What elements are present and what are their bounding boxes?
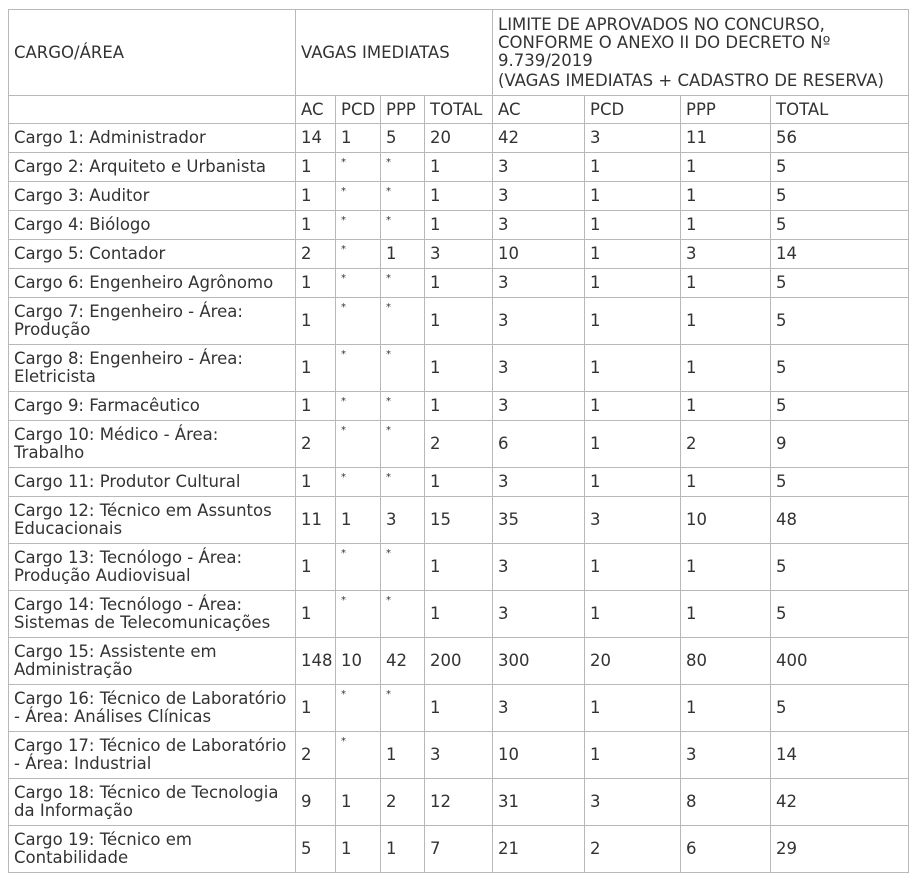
vi-ac-cell: 1 (296, 298, 336, 345)
lim-ac-cell: 3 (493, 182, 585, 211)
vi-ac-cell: 11 (296, 497, 336, 544)
lim-pcd-cell: 1 (585, 182, 681, 211)
table-row (9, 392, 909, 421)
lim-total-cell: 48 (771, 497, 909, 544)
vi-pcd-cell: * (336, 592, 381, 639)
lim-ppp-cell: 1 (681, 298, 771, 345)
vi-ppp-cell: 5 (381, 124, 425, 153)
vi-pcd-cell: * (336, 212, 381, 241)
cargo-cell: Cargo 1: Administrador (9, 124, 296, 153)
vi-pcd-cell: * (336, 346, 381, 393)
vi-total-cell: 1 (425, 392, 493, 421)
table-row (9, 497, 909, 544)
lim-ac-cell: 300 (493, 638, 585, 685)
vi-total-cell: 2 (425, 421, 493, 468)
table-row (9, 421, 909, 468)
limite-header-line3: 9.739/2019 (498, 51, 593, 70)
lim-ac-cell: 10 (493, 240, 585, 269)
vi-total-cell: 15 (425, 497, 493, 544)
lim-pcd-cell: 2 (585, 826, 681, 873)
lim-total-cell: 5 (771, 153, 909, 182)
vi-pcd-cell: * (336, 393, 381, 422)
cargo-area-header: CARGO/ÁREA (9, 10, 296, 96)
vi-total-cell: 7 (425, 826, 493, 873)
cargo-cell: Cargo 13: Tecnólogo - Área: Produção Audiovisual (9, 544, 296, 591)
subheader-lim-total: TOTAL (771, 96, 909, 124)
vi-ac-cell: 1 (296, 591, 336, 638)
lim-pcd-cell: 1 (585, 269, 681, 298)
vi-total-cell: 1 (425, 544, 493, 591)
lim-pcd-cell: 1 (585, 211, 681, 240)
vi-ppp-cell: * (381, 393, 425, 422)
vi-ac-cell: 148 (296, 638, 336, 685)
cargo-cell: Cargo 7: Engenheiro - Área: Produção (9, 298, 296, 345)
lim-ac-cell: 3 (493, 298, 585, 345)
lim-pcd-cell: 1 (585, 544, 681, 591)
lim-total-cell: 5 (771, 468, 909, 497)
cargo-cell: Cargo 16: Técnico de Laboratório - Área: Análises Clínicas (9, 685, 296, 732)
lim-ac-cell: 35 (493, 497, 585, 544)
vi-ppp-cell: * (381, 592, 425, 639)
lim-pcd-cell: 1 (585, 421, 681, 468)
vi-ac-cell: 1 (296, 269, 336, 298)
lim-pcd-cell: 3 (585, 779, 681, 826)
vi-pcd-cell: * (336, 154, 381, 183)
vi-pcd-cell: 1 (336, 124, 381, 153)
lim-pcd-cell: 1 (585, 685, 681, 732)
subheader-vi-ppp: PPP (381, 96, 425, 124)
lim-ppp-cell: 1 (681, 211, 771, 240)
lim-total-cell: 5 (771, 298, 909, 345)
lim-ppp-cell: 1 (681, 468, 771, 497)
limite-header-line4: (VAGAS IMEDIATAS + CADASTRO DE RESERVA) (498, 71, 884, 90)
cargo-cell: Cargo 8: Engenheiro - Área: Eletricista (9, 345, 296, 392)
table-row (9, 826, 909, 873)
lim-ac-cell: 6 (493, 421, 585, 468)
vi-ac-cell: 1 (296, 345, 336, 392)
lim-ac-cell: 10 (493, 732, 585, 779)
table-row (9, 779, 909, 826)
lim-ppp-cell: 80 (681, 638, 771, 685)
cargo-cell: Cargo 6: Engenheiro Agrônomo (9, 269, 296, 298)
vi-total-cell: 1 (425, 685, 493, 732)
subheader-vi-total: TOTAL (425, 96, 493, 124)
lim-pcd-cell: 1 (585, 345, 681, 392)
lim-ppp-cell: 2 (681, 421, 771, 468)
vi-ppp-cell: 3 (381, 497, 425, 544)
lim-total-cell: 14 (771, 240, 909, 269)
table-row (9, 124, 909, 153)
cargo-cell: Cargo 4: Biólogo (9, 211, 296, 240)
vagas-imediatas-header: VAGAS IMEDIATAS (296, 10, 493, 96)
vi-ac-cell: 2 (296, 421, 336, 468)
vi-total-cell: 1 (425, 345, 493, 392)
lim-ppp-cell: 1 (681, 345, 771, 392)
table-row (9, 591, 909, 638)
lim-ac-cell: 3 (493, 392, 585, 421)
table-row (9, 685, 909, 732)
lim-pcd-cell: 1 (585, 240, 681, 269)
vi-pcd-cell: * (336, 686, 381, 733)
lim-ac-cell: 3 (493, 468, 585, 497)
lim-total-cell: 5 (771, 591, 909, 638)
lim-ac-cell: 31 (493, 779, 585, 826)
vi-ppp-cell: 42 (381, 638, 425, 685)
lim-pcd-cell: 20 (585, 638, 681, 685)
vi-ppp-cell: * (381, 686, 425, 733)
table-row (9, 269, 909, 298)
lim-pcd-cell: 1 (585, 153, 681, 182)
vi-total-cell: 1 (425, 468, 493, 497)
vi-total-cell: 200 (425, 638, 493, 685)
vi-ac-cell: 1 (296, 153, 336, 182)
lim-ac-cell: 3 (493, 685, 585, 732)
lim-pcd-cell: 1 (585, 392, 681, 421)
lim-pcd-cell: 3 (585, 497, 681, 544)
lim-pcd-cell: 1 (585, 298, 681, 345)
lim-total-cell: 5 (771, 269, 909, 298)
table-row (9, 211, 909, 240)
cargo-cell: Cargo 17: Técnico de Laboratório - Área: Industrial (9, 732, 296, 779)
vi-ppp-cell: * (381, 469, 425, 498)
subheader-row (9, 96, 909, 124)
lim-ppp-cell: 11 (681, 124, 771, 153)
table-row (9, 544, 909, 591)
lim-total-cell: 5 (771, 182, 909, 211)
subheader-lim-ppp: PPP (681, 96, 771, 124)
vi-ac-cell: 1 (296, 392, 336, 421)
lim-total-cell: 5 (771, 345, 909, 392)
cargo-cell: Cargo 12: Técnico em Assuntos Educacionais (9, 497, 296, 544)
vi-ac-cell: 1 (296, 544, 336, 591)
table-row (9, 638, 909, 685)
cargo-cell: Cargo 5: Contador (9, 240, 296, 269)
vi-ac-cell: 1 (296, 211, 336, 240)
vi-pcd-cell: * (336, 422, 381, 469)
vi-ppp-cell: 1 (381, 826, 425, 873)
vi-ppp-cell: * (381, 212, 425, 241)
vi-ac-cell: 2 (296, 240, 336, 269)
vi-pcd-cell: * (336, 545, 381, 592)
vi-ac-cell: 1 (296, 685, 336, 732)
lim-pcd-cell: 3 (585, 124, 681, 153)
lim-ac-cell: 3 (493, 591, 585, 638)
lim-ac-cell: 21 (493, 826, 585, 873)
vi-total-cell: 1 (425, 153, 493, 182)
vi-pcd-cell: 10 (336, 638, 381, 685)
vi-total-cell: 20 (425, 124, 493, 153)
lim-ppp-cell: 10 (681, 497, 771, 544)
cargo-cell: Cargo 18: Técnico de Tecnologia da Informação (9, 779, 296, 826)
subheader-vi-pcd: PCD (336, 96, 381, 124)
vi-pcd-cell: 1 (336, 497, 381, 544)
table-body (9, 124, 909, 873)
vi-total-cell: 1 (425, 298, 493, 345)
lim-ppp-cell: 1 (681, 153, 771, 182)
vi-ac-cell: 2 (296, 732, 336, 779)
lim-ac-cell: 3 (493, 211, 585, 240)
vi-ppp-cell: 2 (381, 779, 425, 826)
lim-total-cell: 400 (771, 638, 909, 685)
vi-pcd-cell: * (336, 183, 381, 212)
vi-ppp-cell: * (381, 346, 425, 393)
vi-ppp-cell: * (381, 545, 425, 592)
vi-ac-cell: 1 (296, 182, 336, 211)
vi-ac-cell: 5 (296, 826, 336, 873)
lim-total-cell: 56 (771, 124, 909, 153)
lim-ppp-cell: 3 (681, 240, 771, 269)
lim-total-cell: 5 (771, 544, 909, 591)
lim-ppp-cell: 1 (681, 544, 771, 591)
lim-ppp-cell: 3 (681, 732, 771, 779)
vi-total-cell: 3 (425, 240, 493, 269)
cargo-cell: Cargo 10: Médico - Área: Trabalho (9, 421, 296, 468)
subheader-lim-pcd: PCD (585, 96, 681, 124)
vi-total-cell: 12 (425, 779, 493, 826)
lim-total-cell: 5 (771, 685, 909, 732)
cargo-cell: Cargo 9: Farmacêutico (9, 392, 296, 421)
vi-pcd-cell: * (336, 241, 381, 270)
vi-ppp-cell: 1 (381, 732, 425, 779)
vi-ppp-cell: * (381, 270, 425, 299)
limite-header-line2: CONFORME O ANEXO II DO DECRETO Nº (498, 33, 831, 52)
lim-total-cell: 9 (771, 421, 909, 468)
vi-ppp-cell: * (381, 154, 425, 183)
vi-pcd-cell: 1 (336, 826, 381, 873)
vi-ppp-cell: * (381, 183, 425, 212)
cargo-cell: Cargo 11: Produtor Cultural (9, 468, 296, 497)
vi-pcd-cell: * (336, 299, 381, 346)
lim-total-cell: 29 (771, 826, 909, 873)
lim-ppp-cell: 1 (681, 591, 771, 638)
vi-pcd-cell: 1 (336, 779, 381, 826)
table-row (9, 240, 909, 269)
lim-ac-cell: 3 (493, 345, 585, 392)
cargo-cell: Cargo 19: Técnico em Contabilidade (9, 826, 296, 873)
subheader-lim-ac: AC (493, 96, 585, 124)
lim-pcd-cell: 1 (585, 732, 681, 779)
lim-ac-cell: 3 (493, 544, 585, 591)
vagas-table (8, 9, 909, 873)
vi-total-cell: 1 (425, 591, 493, 638)
lim-ppp-cell: 1 (681, 392, 771, 421)
lim-ac-cell: 3 (493, 269, 585, 298)
limite-aprovados-header (493, 10, 909, 96)
lim-ppp-cell: 1 (681, 182, 771, 211)
vi-ppp-cell: * (381, 422, 425, 469)
vi-ppp-cell: 1 (381, 240, 425, 269)
vi-total-cell: 1 (425, 182, 493, 211)
lim-ac-cell: 42 (493, 124, 585, 153)
lim-pcd-cell: 1 (585, 591, 681, 638)
lim-total-cell: 42 (771, 779, 909, 826)
header-row (9, 10, 909, 96)
vi-ac-cell: 9 (296, 779, 336, 826)
table-row (9, 153, 909, 182)
vi-ac-cell: 14 (296, 124, 336, 153)
cargo-cell: Cargo 15: Assistente em Administração (9, 638, 296, 685)
subheader-empty-cell (9, 96, 296, 124)
lim-total-cell: 14 (771, 732, 909, 779)
lim-ppp-cell: 1 (681, 685, 771, 732)
cargo-cell: Cargo 3: Auditor (9, 182, 296, 211)
lim-ppp-cell: 6 (681, 826, 771, 873)
vi-ppp-cell: * (381, 299, 425, 346)
table-row (9, 182, 909, 211)
cargo-cell: Cargo 14: Tecnólogo - Área: Sistemas de Telecomunicações (9, 591, 296, 638)
lim-ppp-cell: 1 (681, 269, 771, 298)
table-row (9, 468, 909, 497)
vi-pcd-cell: * (336, 469, 381, 498)
lim-total-cell: 5 (771, 392, 909, 421)
lim-ppp-cell: 8 (681, 779, 771, 826)
lim-total-cell: 5 (771, 211, 909, 240)
lim-ac-cell: 3 (493, 153, 585, 182)
cargo-cell: Cargo 2: Arquiteto e Urbanista (9, 153, 296, 182)
vi-total-cell: 1 (425, 211, 493, 240)
vi-ac-cell: 1 (296, 468, 336, 497)
lim-pcd-cell: 1 (585, 468, 681, 497)
vi-pcd-cell: * (336, 733, 381, 780)
vi-total-cell: 3 (425, 732, 493, 779)
vi-total-cell: 1 (425, 269, 493, 298)
vi-pcd-cell: * (336, 270, 381, 299)
table-row (9, 732, 909, 779)
table-row (9, 345, 909, 392)
subheader-vi-ac: AC (296, 96, 336, 124)
table-row (9, 298, 909, 345)
limite-header-line1: LIMITE DE APROVADOS NO CONCURSO, (498, 15, 825, 34)
